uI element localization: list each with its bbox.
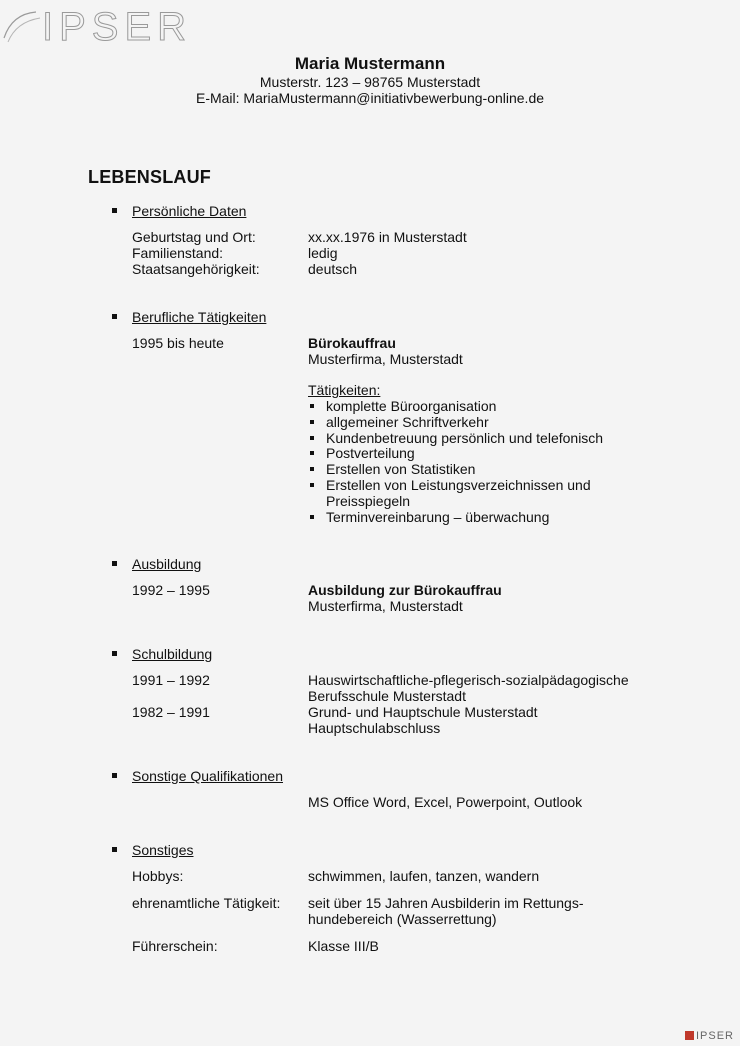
hobbies-label: Hobbys: [132,868,184,884]
section-heading-school: Schulbildung [112,646,212,662]
personal-label: Geburtstag und Ort: [132,229,256,245]
bullet-icon [112,847,117,852]
bullet-icon [310,515,314,519]
bullet-icon [112,773,117,778]
personal-value: deutsch [308,261,358,277]
hobbies-value: schwimmen, laufen, tanzen, wandern [308,868,540,884]
volunteer-value: hundebereich (Wasserrettung) [308,911,497,927]
list-item-continuation: Preisspiegeln [326,492,411,509]
section-heading-personal: Persönliche Daten [112,203,246,219]
bullet-icon [112,651,117,656]
bullet-icon [112,314,117,319]
work-tasks-list [308,399,603,525]
bullet-icon [310,404,314,408]
section-heading-qualifications: Sonstige Qualifikationen [112,768,283,784]
bullet-icon [310,436,314,440]
list-item: allgemeiner Schriftverkehr [308,415,603,431]
section-heading-work: Berufliche Tätigkeiten [112,309,266,325]
watermark-logo: IPSER [42,5,193,49]
applicant-name: Maria Mustermann [294,54,446,73]
bullet-icon [310,467,314,471]
school-line: Grund- und Hauptschule Musterstadt [308,704,538,720]
bullet-icon [310,420,314,424]
license-label: Führerschein: [132,938,218,954]
volunteer-label: ehrenamtliche Tätigkeit: [132,895,281,911]
personal-label: Familienstand: [132,245,224,261]
school-period: 1982 – 1991 [132,704,210,720]
school-line: Hauswirtschaftliche-pflegerisch-sozialpädagogische [308,672,629,688]
school-line: Berufsschule Musterstadt [308,688,466,704]
personal-value: ledig [308,245,338,261]
list-item: Kundenbetreuung persönlich und telefonisch [308,431,603,447]
school-period: 1991 – 1992 [132,672,210,688]
applicant-address: Musterstr. 123 – 98765 Musterstadt [259,74,481,90]
personal-label: Staatsangehörigkeit: [132,261,260,277]
document-title: LEBENSLAUF [88,167,211,187]
bullet-icon [310,451,314,455]
footer-logo: IPSER [685,1030,734,1042]
list-item: Postverteilung [308,446,603,462]
work-period: 1995 bis heute [132,335,224,351]
list-item: Terminvereinbarung – überwachung [308,510,603,526]
work-tasks-heading: Tätigkeiten: [308,382,381,398]
list-item: Erstellen von Statistiken [308,462,603,478]
personal-value: xx.xx.1976 in Musterstadt [308,229,467,245]
watermark-swoosh-icon [2,8,42,44]
work-company: Musterfirma, Musterstadt [308,351,463,367]
license-value: Klasse III/B [308,938,379,954]
section-heading-training: Ausbildung [112,556,201,572]
applicant-email: E-Mail: MariaMustermann@initiativbewerbung-online.de [195,90,545,106]
section-heading-misc: Sonstiges [112,842,193,858]
bullet-icon [310,483,314,487]
work-position: Bürokauffrau [308,335,396,351]
training-period: 1992 – 1995 [132,582,210,598]
volunteer-value: seit über 15 Jahren Ausbilderin im Rettungs- [308,895,584,911]
list-item: komplette Büroorganisation [308,399,603,415]
logo-mark-icon [685,1031,694,1040]
contact-header [0,54,740,106]
training-company: Musterfirma, Musterstadt [308,598,463,614]
bullet-icon [112,561,117,566]
training-title: Ausbildung zur Bürokauffrau [308,582,502,598]
bullet-icon [112,208,117,213]
qualifications-value: MS Office Word, Excel, Powerpoint, Outlook [308,794,583,810]
list-item: Erstellen von Leistungsverzeichnissen und [308,478,603,494]
school-line: Hauptschulabschluss [308,720,441,736]
